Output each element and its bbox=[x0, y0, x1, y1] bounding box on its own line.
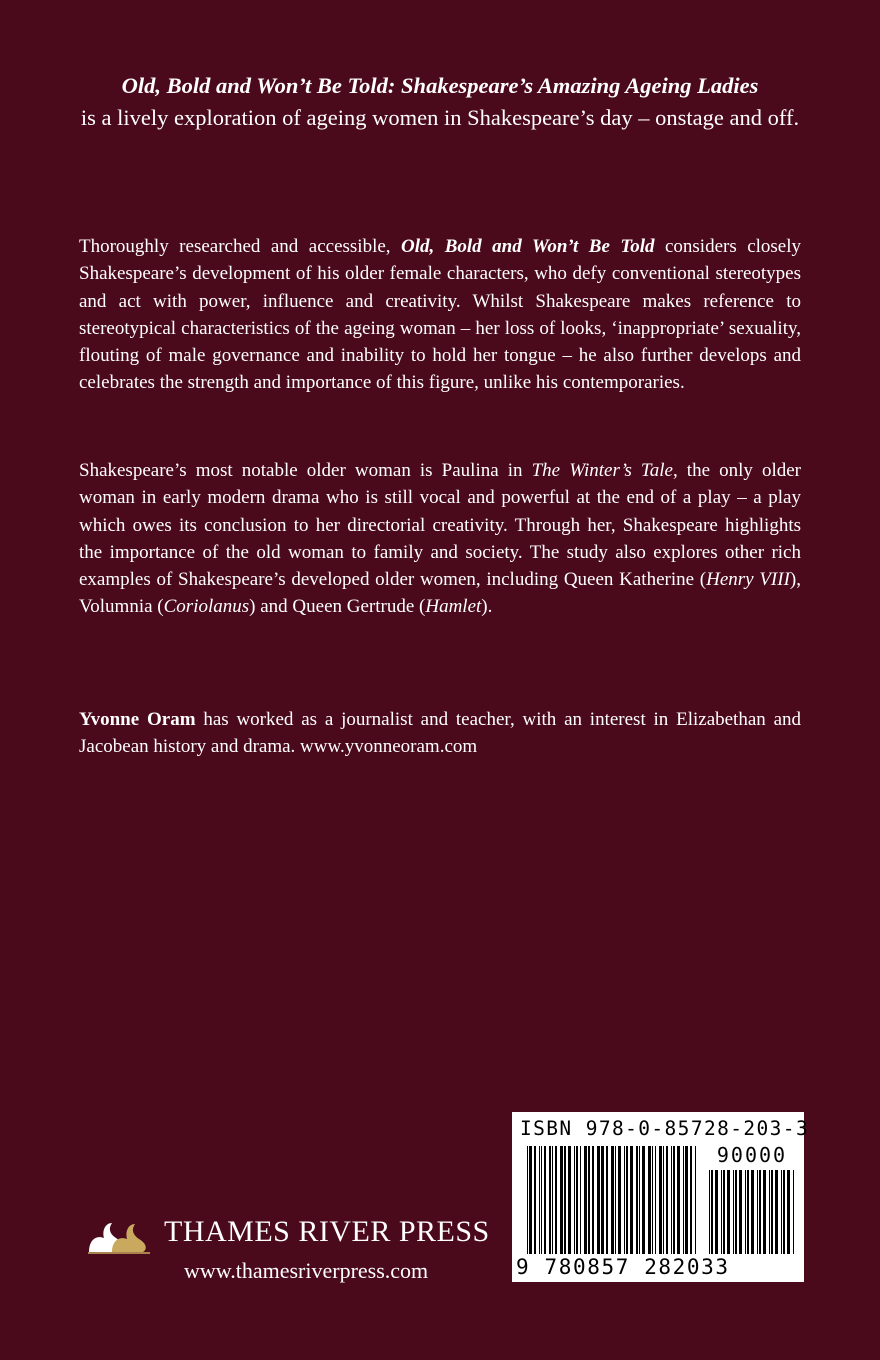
play-title: The Winter’s Tale bbox=[531, 460, 673, 481]
barcode-bar bbox=[642, 1146, 645, 1254]
barcode-bar bbox=[639, 1146, 640, 1254]
barcode-bar bbox=[733, 1170, 734, 1254]
barcode-bar bbox=[601, 1146, 604, 1254]
barcode-bar bbox=[659, 1146, 662, 1254]
play-title: Henry VIII bbox=[706, 569, 790, 591]
text-run: ), Volumnia ( bbox=[79, 569, 801, 618]
barcode-bar bbox=[723, 1170, 725, 1254]
barcode-bar bbox=[655, 1146, 656, 1254]
addon-bars bbox=[708, 1170, 796, 1254]
barcode-bar bbox=[711, 1170, 713, 1254]
isbn-barcode bbox=[512, 1112, 810, 1282]
barcode-bar bbox=[683, 1146, 684, 1254]
barcode-bar bbox=[549, 1146, 551, 1254]
barcode-bar bbox=[568, 1146, 571, 1254]
blurb-lead bbox=[76, 70, 804, 134]
barcode-bar bbox=[597, 1146, 600, 1254]
barcode-bar bbox=[626, 1146, 628, 1254]
barcode-bar bbox=[580, 1146, 581, 1254]
barcode-bar bbox=[671, 1146, 672, 1254]
barcode-bar bbox=[529, 1146, 532, 1254]
barcode-bar bbox=[663, 1146, 664, 1254]
barcode-bar bbox=[564, 1146, 566, 1254]
text-run: , the only older woman in early modern drama who is still vocal and powerful at the end of a play – a play which owes its conclusion to her directorial creativity. Through her, Shakespeare highlights the importance of the old woman to family and society. The study also explores other rich examples of Shakespeare’s developed older women, including Queen Katherine ( bbox=[79, 460, 802, 591]
barcode-bar bbox=[555, 1146, 557, 1254]
barcode-bar bbox=[574, 1146, 575, 1254]
barcode-bar bbox=[709, 1170, 710, 1254]
barcode-bar bbox=[606, 1146, 608, 1254]
barcode-bar bbox=[636, 1146, 638, 1254]
text-run: ) and Queen Gertrude ( bbox=[249, 596, 426, 618]
lead-text: is a lively exploration of ageing women in Shakespeare’s day – onstage and off. bbox=[80, 105, 800, 130]
barcode-bar bbox=[775, 1170, 778, 1254]
barcode-bar bbox=[747, 1170, 749, 1254]
swan-logo-icon bbox=[86, 1214, 152, 1254]
barcode-bar bbox=[648, 1146, 651, 1254]
barcode-bar bbox=[560, 1146, 563, 1254]
play-title: Coriolanus bbox=[163, 596, 250, 618]
barcode-bar bbox=[787, 1170, 790, 1254]
text-run: ). bbox=[481, 596, 493, 618]
barcode-bar bbox=[769, 1170, 770, 1254]
barcode-bar bbox=[783, 1170, 785, 1254]
text-run: Thoroughly researched and accessible, bbox=[79, 236, 402, 257]
barcode-bar bbox=[735, 1170, 737, 1254]
barcode-bar bbox=[677, 1146, 680, 1254]
paragraph-paulina bbox=[79, 457, 801, 621]
publisher-url: www.thamesriverpress.com bbox=[184, 1258, 429, 1283]
barcode-bar bbox=[624, 1146, 625, 1254]
ean-bars bbox=[526, 1146, 698, 1254]
barcode-bar bbox=[588, 1146, 590, 1254]
barcode-bar bbox=[751, 1170, 754, 1254]
barcode-bar bbox=[592, 1146, 594, 1254]
barcode-bar bbox=[793, 1170, 794, 1254]
barcode-bar bbox=[527, 1146, 528, 1254]
text-run: Shakespeare’s most notable older woman is Paulina in bbox=[79, 460, 532, 481]
barcode-bar bbox=[695, 1146, 696, 1254]
barcode-bar bbox=[690, 1146, 692, 1254]
barcode-bar bbox=[727, 1170, 730, 1254]
author-name: Yvonne Oram bbox=[79, 709, 196, 730]
barcode-bar bbox=[673, 1146, 675, 1254]
play-title: Hamlet bbox=[425, 596, 482, 618]
barcode-bar bbox=[763, 1170, 766, 1254]
barcode-bar bbox=[652, 1146, 653, 1254]
barcode-bar bbox=[759, 1170, 761, 1254]
barcode-bar bbox=[618, 1146, 621, 1254]
barcode-bar bbox=[541, 1146, 542, 1254]
barcode-bar bbox=[552, 1146, 553, 1254]
book-title: Old, Bold and Won’t Be Told: Shakespeare’s Amazing Ageing Ladies bbox=[121, 73, 759, 98]
barcode-bar bbox=[539, 1146, 540, 1254]
text-run: considers closely Shakespeare’s development of his older female characters, who defy conventional stereotypes and act with power, influence and creativity. Whilst Shakespeare makes reference to stereotypical characteristics of the ageing woman – her loss of looks, ‘inappropriate’ sexuality, flouting of male governance and inability to hold her tongue – he also further develops and celebrates the strength and importance of this figure, unlike his contemporaries. bbox=[79, 236, 802, 394]
publisher-name: THAMES RIVER PRESS bbox=[164, 1215, 490, 1248]
barcode-bar bbox=[544, 1146, 546, 1254]
barcode-bar bbox=[534, 1146, 536, 1254]
isbn-text: ISBN 978-0-85728-203-3 bbox=[520, 1117, 810, 1140]
author-bio-text: has worked as a journalist and teacher, with an interest in Elizabethan and Jacobean history and drama. www.yvonneoram.com bbox=[79, 709, 801, 758]
addon-digits: 90000 bbox=[716, 1143, 788, 1167]
barcode-bar bbox=[721, 1170, 722, 1254]
barcode-bar bbox=[757, 1170, 758, 1254]
barcode-bar bbox=[630, 1146, 633, 1254]
barcode-bar bbox=[739, 1170, 742, 1254]
book-title-inline: Old, Bold and Won’t Be Told bbox=[401, 236, 655, 257]
barcode-bar bbox=[771, 1170, 773, 1254]
author-bio bbox=[79, 706, 801, 761]
barcode-bar bbox=[615, 1146, 616, 1254]
barcode-bar bbox=[715, 1170, 718, 1254]
barcode-bar bbox=[611, 1146, 614, 1254]
barcode-bar bbox=[781, 1170, 782, 1254]
publisher-block bbox=[86, 1212, 496, 1292]
barcode-bar bbox=[666, 1146, 668, 1254]
barcode-bar bbox=[584, 1146, 587, 1254]
ean-digits: 9 780857 282033 bbox=[516, 1255, 730, 1279]
paragraph-overview bbox=[79, 233, 801, 397]
barcode-bar bbox=[685, 1146, 688, 1254]
barcode-bar bbox=[745, 1170, 746, 1254]
barcode-bar bbox=[576, 1146, 578, 1254]
